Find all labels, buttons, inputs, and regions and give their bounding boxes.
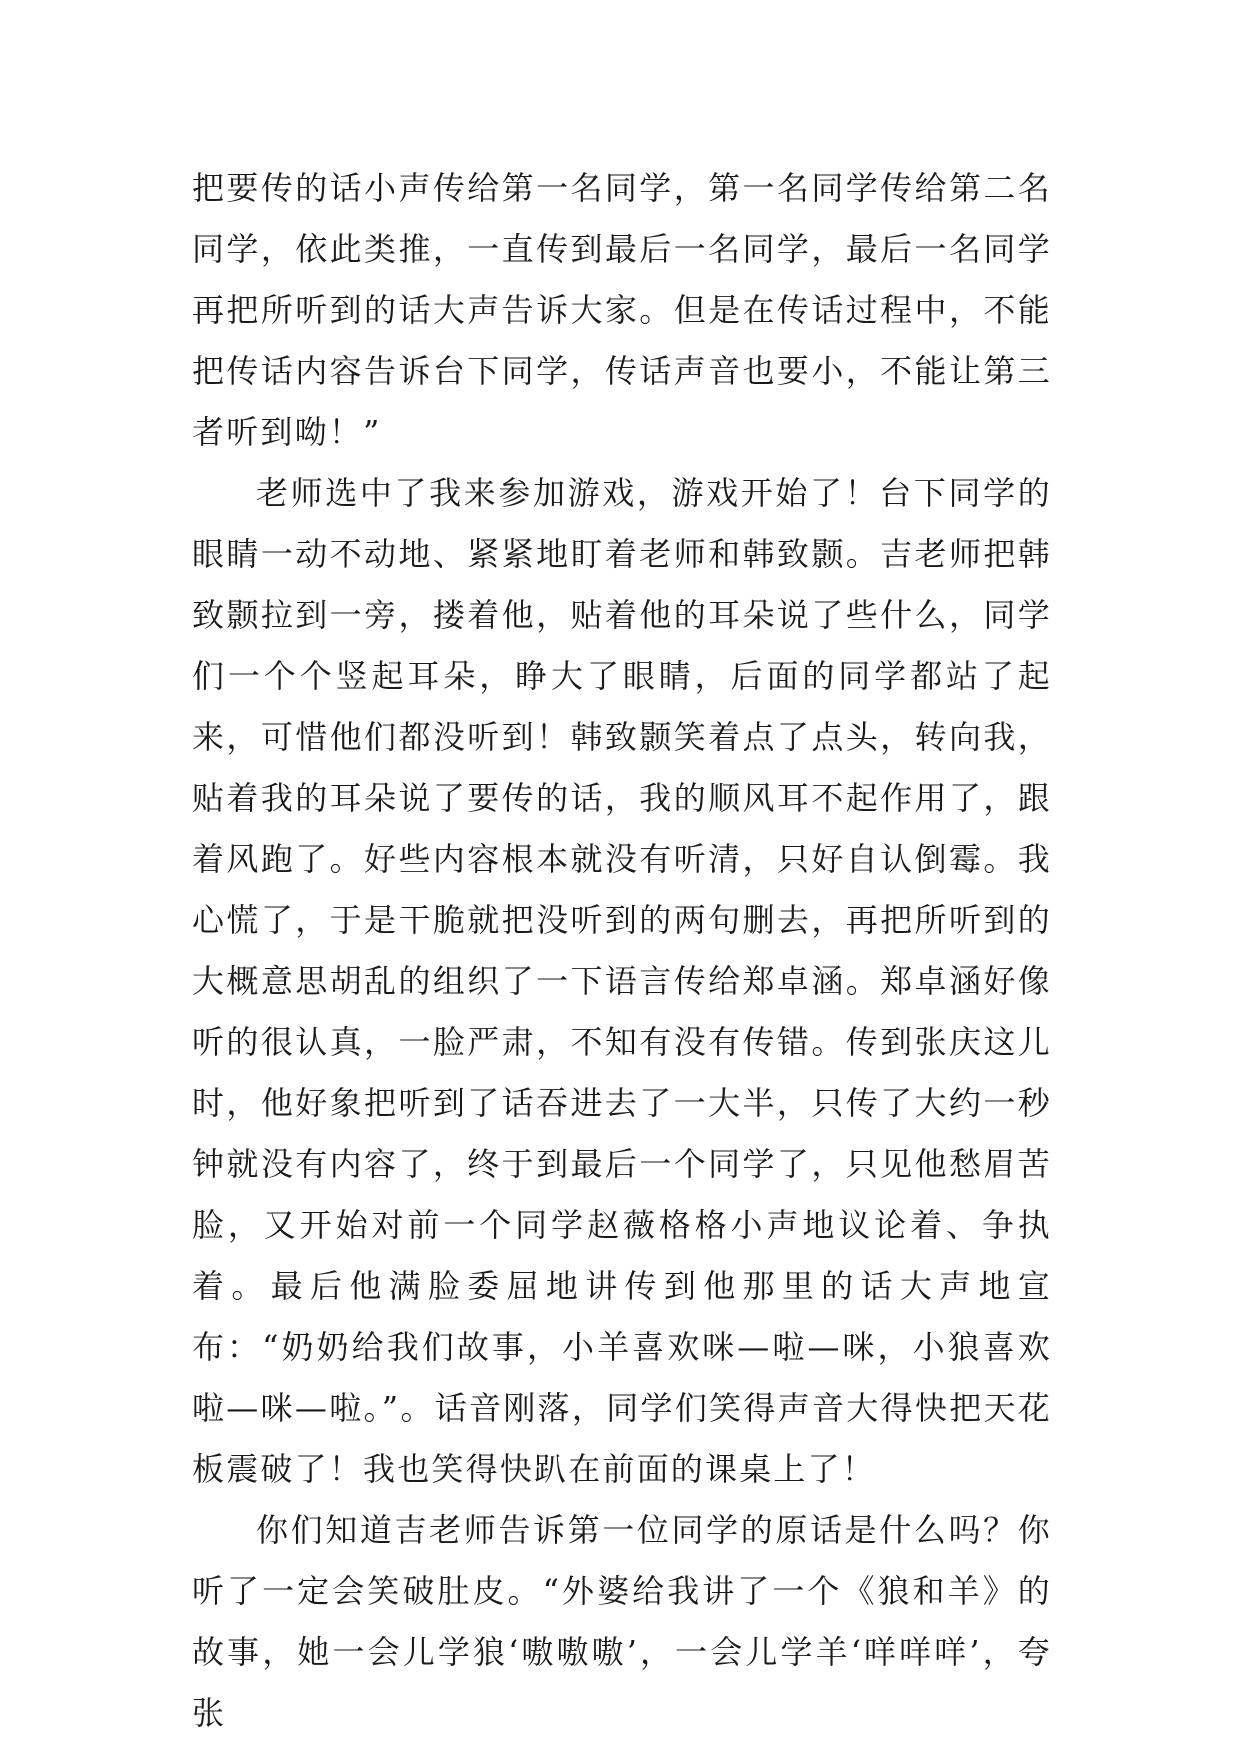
paragraph-3: 你们知道吉老师告诉第一位同学的原话是什么吗？你听了一定会笑破肚皮。“外婆给我讲了一个《狼和羊》的故事，她一会儿学狼‘嗷嗷嗷’，一会儿学羊‘咩咩咩’，夸张 [192,1511,1052,1732]
paragraph-1: 把要传的话小声传给第一名同学，第一名同学传给第二名同学，依此类推，一直传到最后一名同学，最后一名同学再把所听到的话大声告诉大家。但是在传话过程中，不能把传话内容告诉台下同学，传话声音也要小，不能让第三者听到呦！” [192,169,1052,451]
body-text [192,158,1052,1744]
paragraph-2: 老师选中了我来参加游戏，游戏开始了！台下同学的眼睛一动不动地、紧紧地盯着老师和韩致颢。吉老师把韩致颢拉到一旁，搂着他，贴着他的耳朵说了些什么，同学们一个个竖起耳朵，睁大了眼睛，后面的同学都站了起来，可惜他们都没听到！韩致颢笑着点了点头，转向我，贴着我的耳朵说了要传的话，我的顺风耳不起作用了，跟着风跑了。好些内容根本就没有听清，只好自认倒霉。我心慌了，于是干脆就把没听到的两句删去，再把所听到的大概意思胡乱的组织了一下语言传给郑卓涵。郑卓涵好像听的很认真，一脸严肃，不知有没有传错。传到张庆这儿时，他好象把听到了话吞进去了一大半，只传了大约一秒钟就没有内容了，终于到最后一个同学了，只见他愁眉苦脸，又开始对前一个同学赵薇格格小声地议论着、争执着。最后他满脸委屈地讲传到他那里的话大声地宣布：“奶奶给我们故事，小羊喜欢咪—啦—咪，小狼喜欢啦—咪—啦。”。话音刚落，同学们笑得声音大得快把天花板震破了！我也笑得快趴在前面的课桌上了！ [192,474,1052,1488]
